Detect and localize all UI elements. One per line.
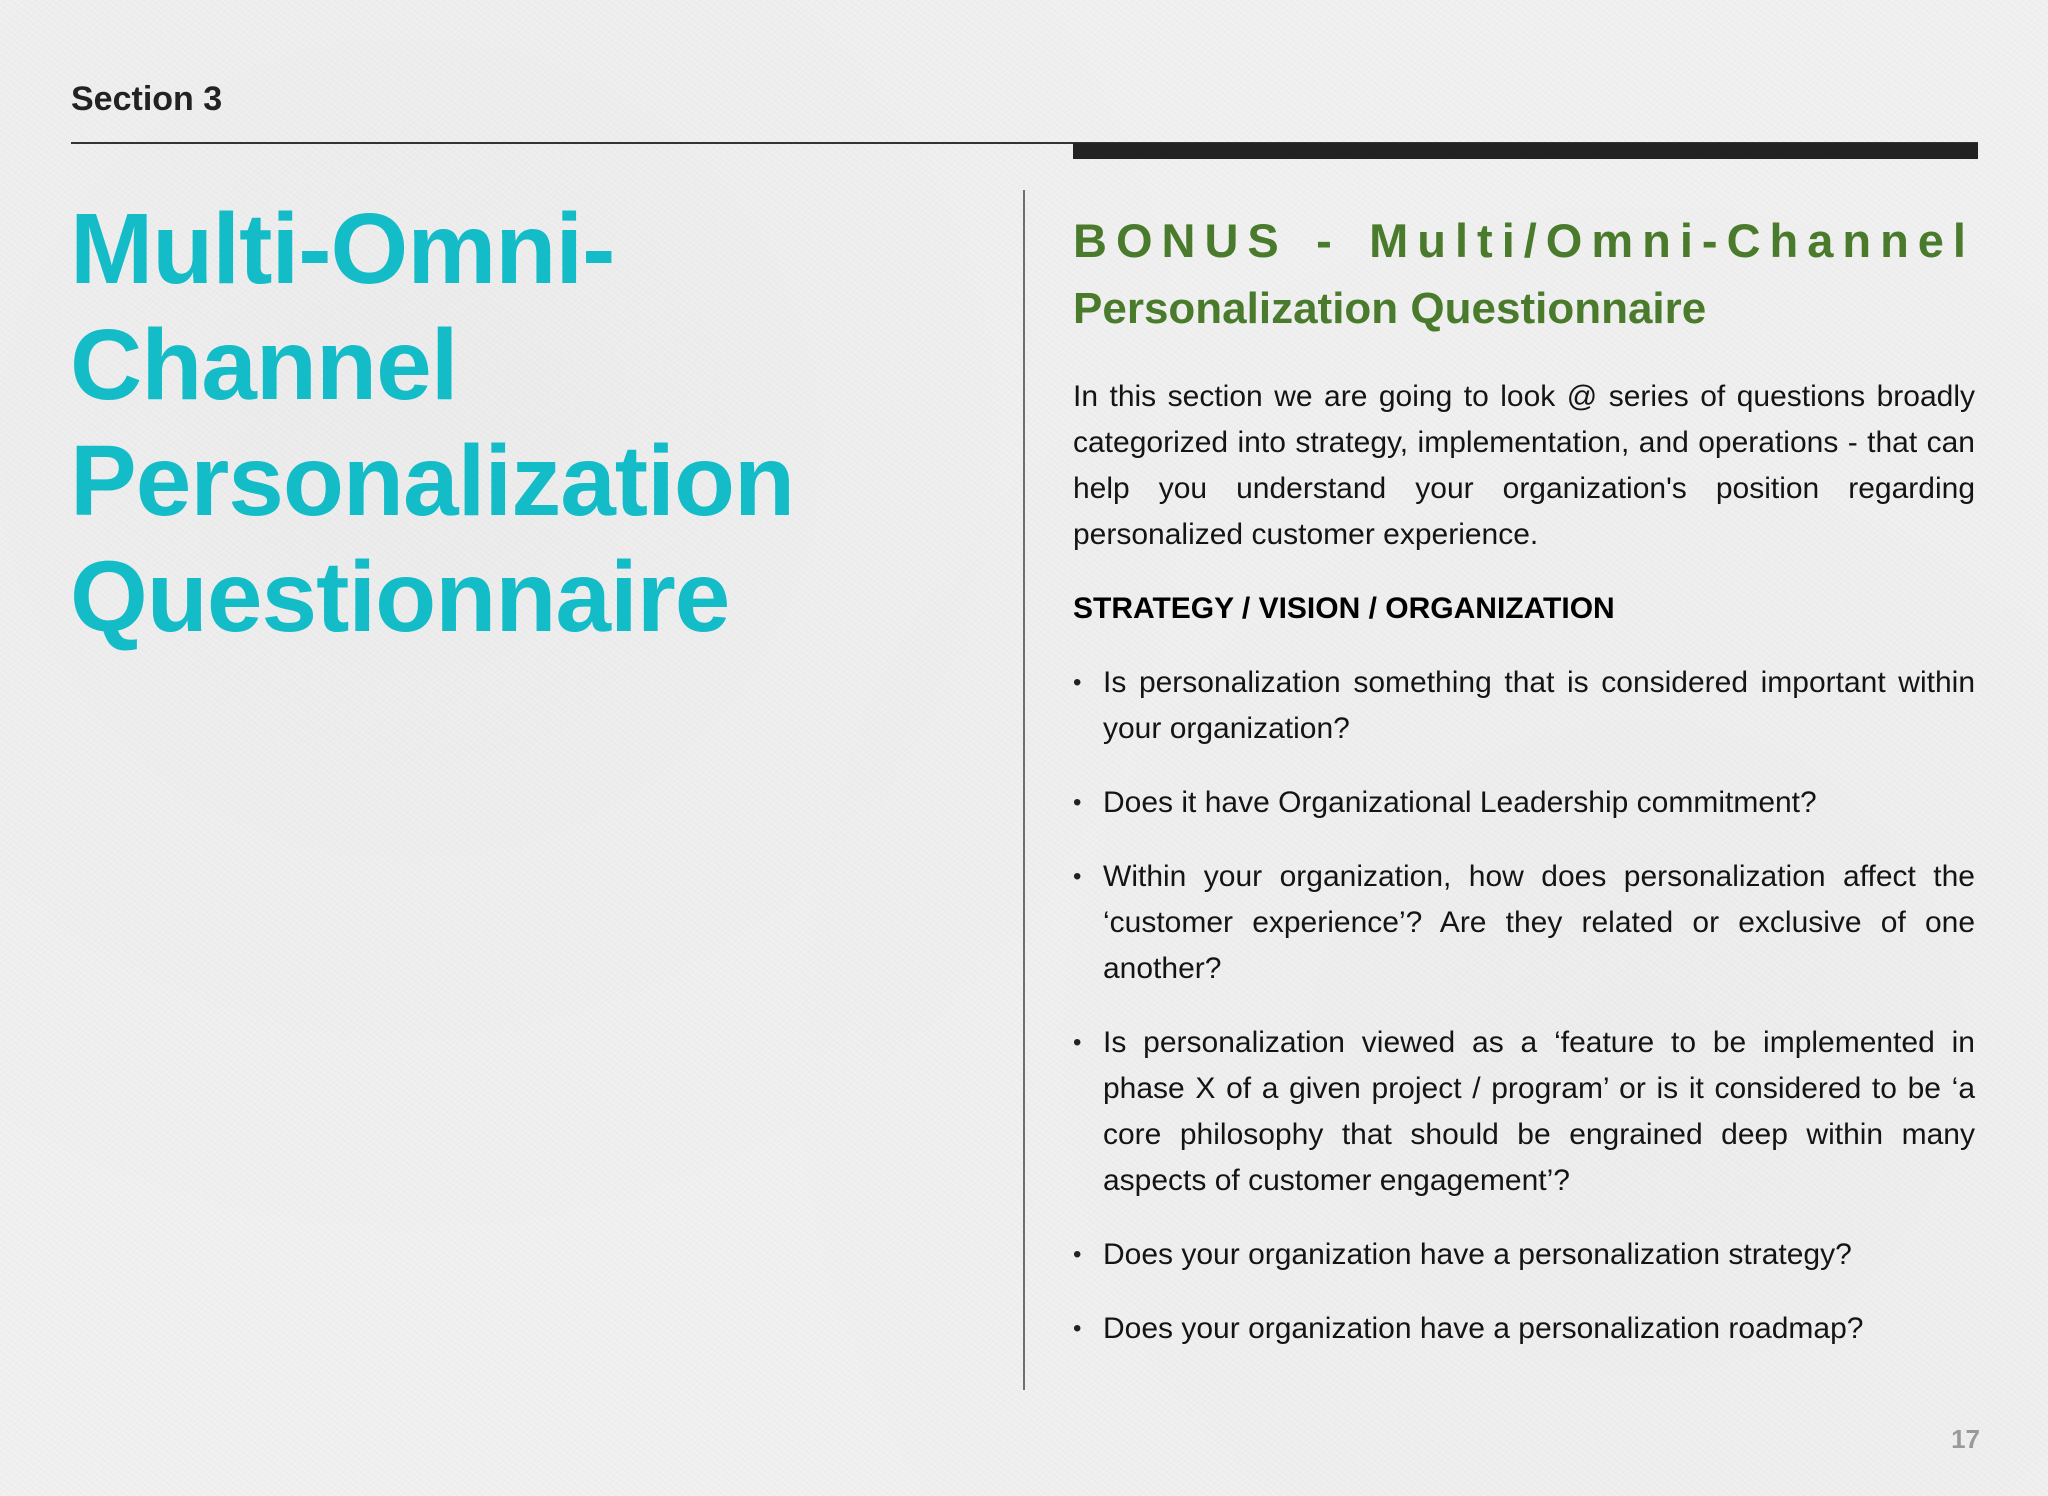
question-text: Does your organization have a personalization roadmap? xyxy=(1103,1312,1864,1345)
bonus-title: BONUS - Multi/Omni-Channel xyxy=(1073,214,1975,267)
section-label: Section 3 xyxy=(71,80,223,118)
page-title-line: Multi-Omni- xyxy=(70,193,615,305)
bullet-icon: • xyxy=(1073,1315,1082,1342)
header-accent-bar xyxy=(1073,143,1978,159)
list-item xyxy=(1073,854,1975,992)
question-text: Is personalization something that is considered important within your organization? xyxy=(1103,666,1975,745)
bullet-icon: • xyxy=(1073,1241,1082,1268)
bullet-icon: • xyxy=(1073,789,1082,816)
list-item xyxy=(1073,1020,1975,1204)
bonus-subtitle: Personalization Questionnaire xyxy=(1073,284,1707,333)
bullet-icon: • xyxy=(1073,863,1082,890)
page-title-line: Questionnaire xyxy=(70,541,730,653)
question-list xyxy=(1073,660,1975,1352)
page-number: 17 xyxy=(1951,1424,1980,1454)
category-heading: STRATEGY / VISION / ORGANIZATION xyxy=(1073,592,1615,625)
list-item xyxy=(1073,660,1975,752)
page-title xyxy=(70,191,970,655)
question-text: Does your organization have a personalization strategy? xyxy=(1103,1238,1852,1271)
question-text: Does it have Organizational Leadership commitment? xyxy=(1103,786,1817,819)
question-text: Is personalization viewed as a ‘feature to be implemented in phase X of a given project / program’ or is it considered to be ‘a core philosophy that should be engrained deep within many aspects of customer engagement’? xyxy=(1103,1026,1975,1197)
bullet-icon: • xyxy=(1073,1029,1082,1056)
page-title-line: Personalization xyxy=(70,425,795,537)
list-item xyxy=(1073,780,1975,826)
list-item xyxy=(1073,1232,1975,1278)
questionnaire-column xyxy=(1073,210,1975,1380)
page-title-line: Channel xyxy=(70,309,458,421)
intro-paragraph: In this section we are going to look @ series of questions broadly categorized into strategy, implementation, and operations - that can help you understand your organization's position regarding personalized customer experience. xyxy=(1073,380,1975,551)
question-text: Within your organization, how does personalization affect the ‘customer experience’? Are they related or exclusive of one another? xyxy=(1103,860,1975,985)
column-divider xyxy=(1023,190,1025,1390)
bullet-icon: • xyxy=(1073,669,1082,696)
list-item xyxy=(1073,1306,1975,1352)
